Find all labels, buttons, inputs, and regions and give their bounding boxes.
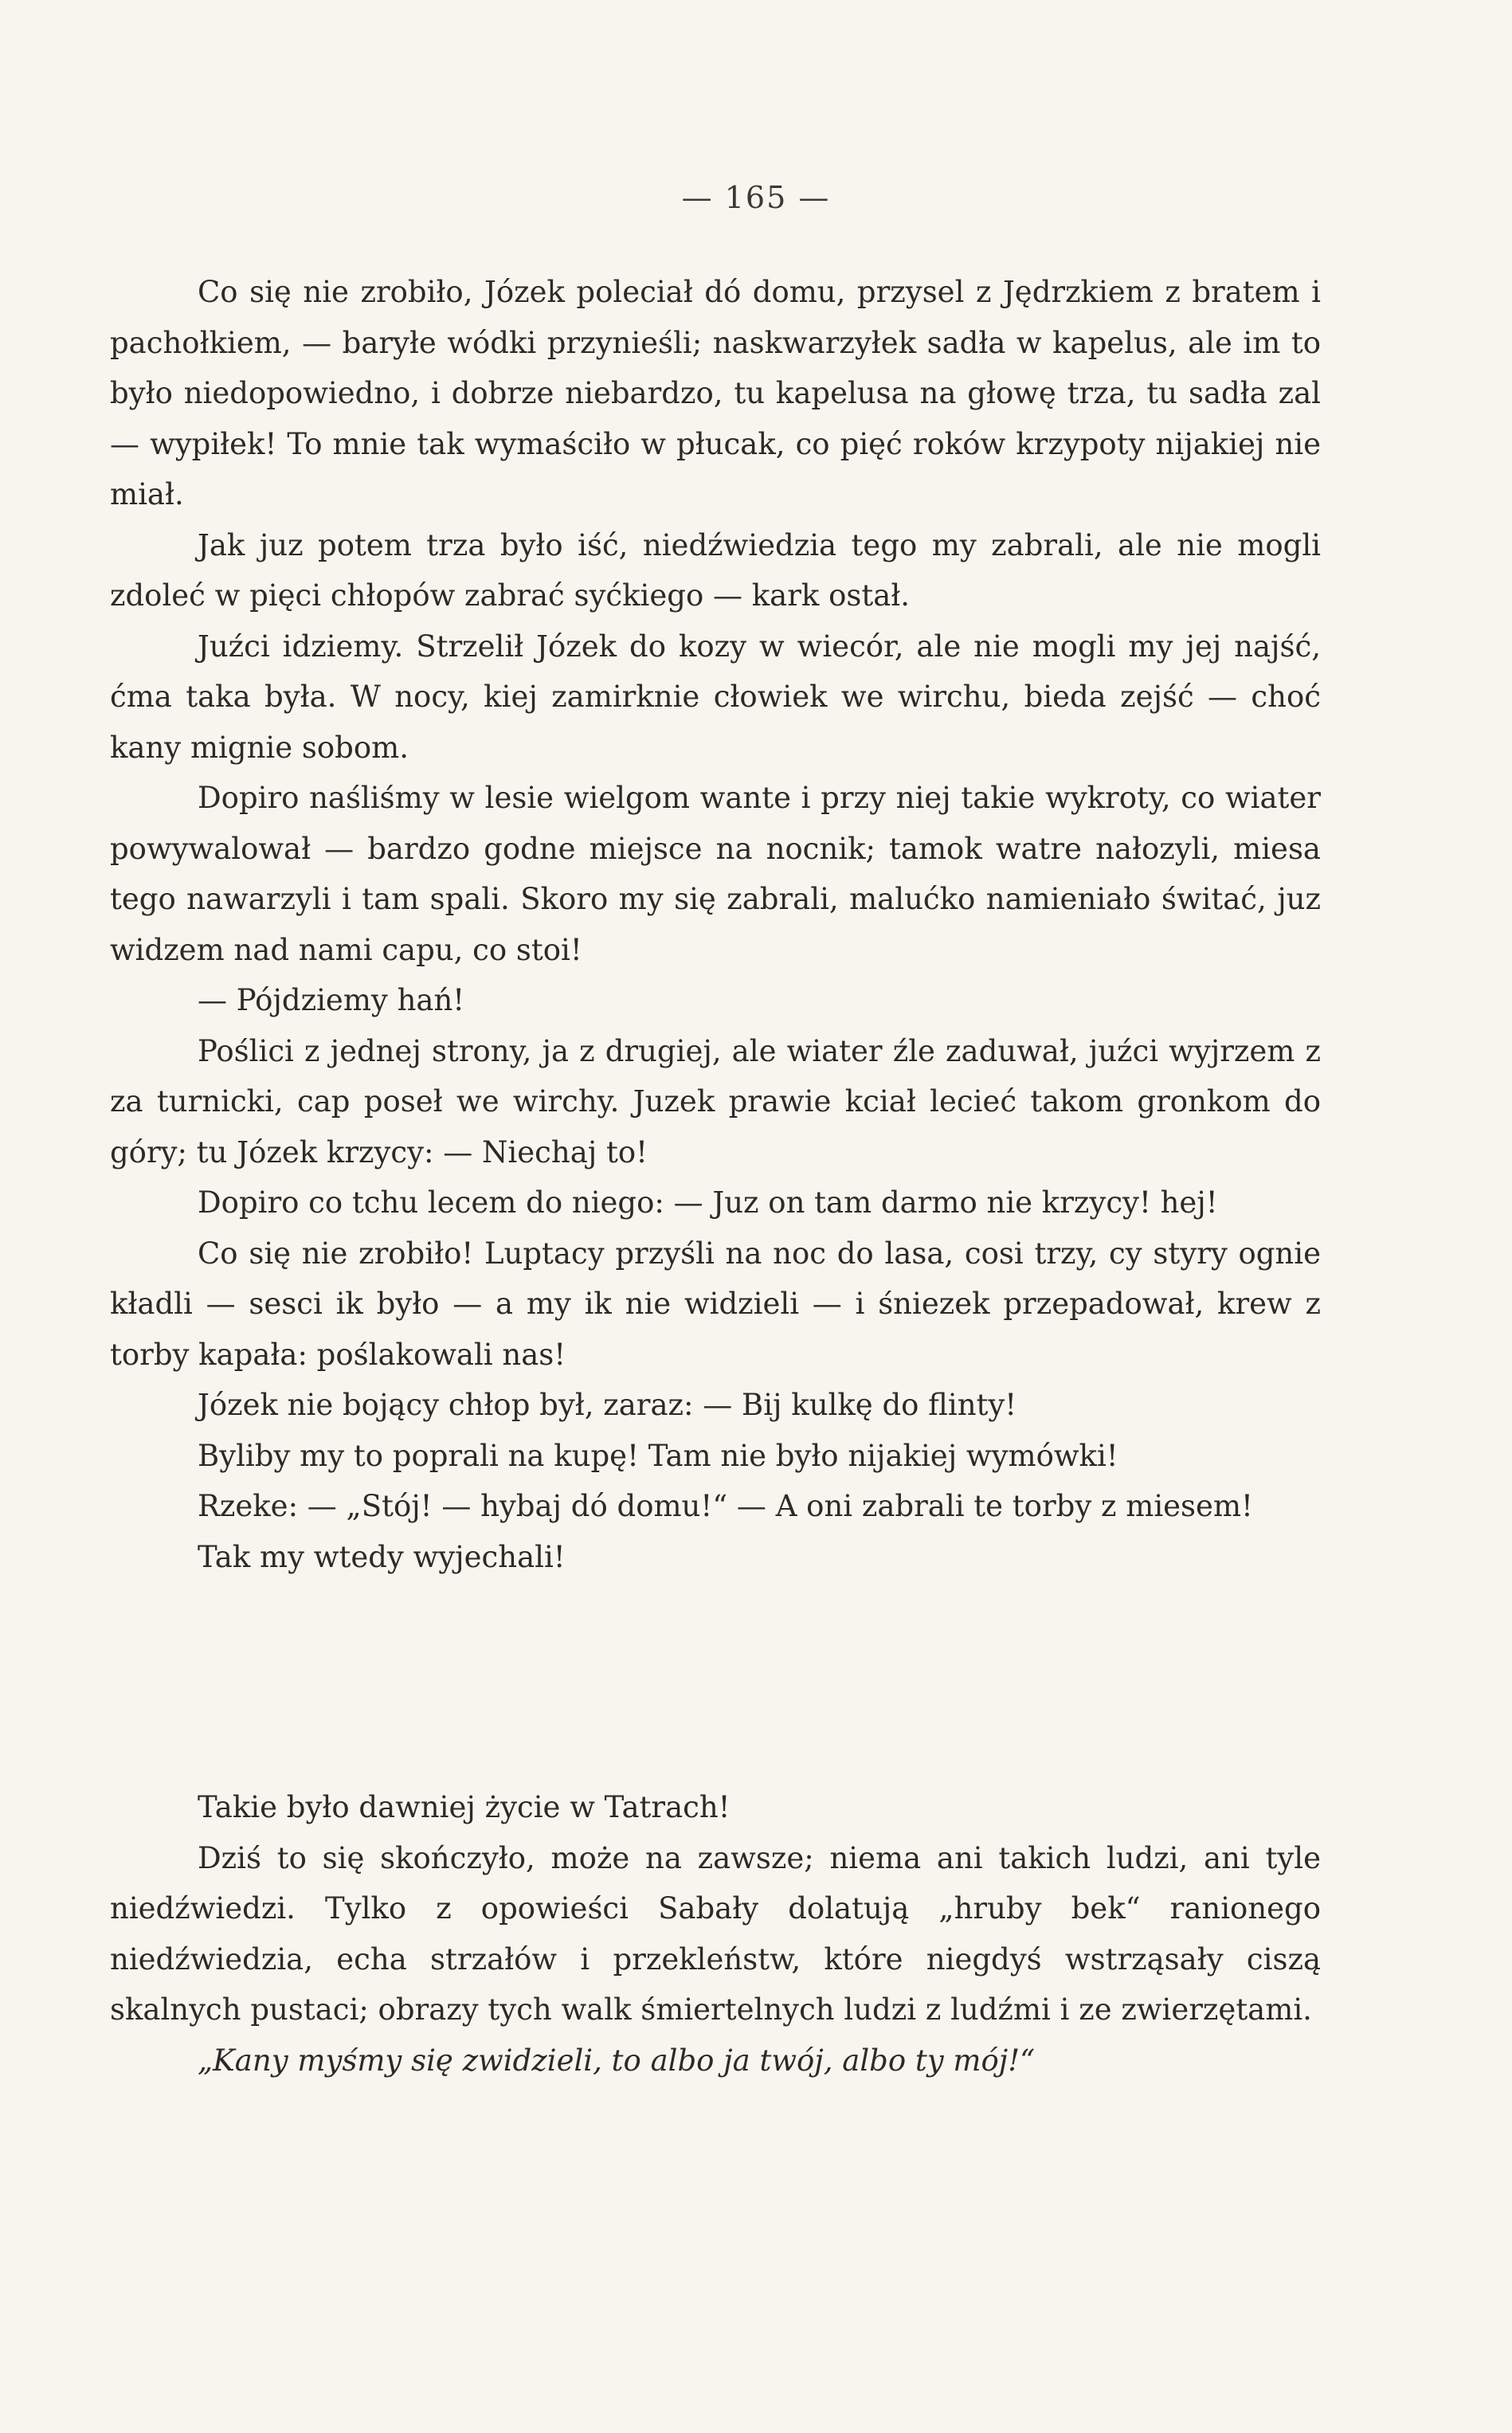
paragraph: Co się nie zrobiło, Józek poleciał dó domu, przysel z Jędrzkiem z bratem i pachołkiem, — baryłe wódki przynieśli; naskwarzyłek sadła w kapelus, ale im to było niedopowiedno, i dobrze niebardzo, tu kapelusa na głowę trza, tu sadła zal — wypiłek! To mnie tak wymaściło w płucak, co pięć roków krzypoty nijakiej nie miał. xyxy=(110,275,1321,511)
paragraph: Rzeke: — „Stój! — hybaj dó domu!“ — A oni zabrali te torby z miesem! xyxy=(198,1489,1253,1523)
paragraph: Byliby my to poprali na kupę! Tam nie było nijakiej wymówki! xyxy=(198,1438,1118,1473)
epilogue-section xyxy=(110,1782,1321,2086)
paragraph: Takie było dawniej życie w Tatrach! xyxy=(198,1790,731,1824)
paragraph: Dopiro co tchu lecem do niego: — Juz on tam darmo nie krzycy! hej! xyxy=(198,1185,1218,1220)
paragraph: Dopiro naśliśmy w lesie wielgom wante i przy niej takie wykroty, co wiater powywalował — bardzo godne miejsce na nocnik; tamok watre nałozyli, miesa tego nawarzyli i tam spali. Skoro my się zabrali, malućko namieniało świtać, juz widzem nad nami capu, co stoi! xyxy=(110,781,1321,967)
page-number: — 165 — xyxy=(681,180,831,215)
paragraph: Poślici z jednej strony, ja z drugiej, ale wiater źle zaduwał, juźci wyjrzem z za turnicki, cap poseł we wirchy. Juzek prawie kciał lecieć takom gronkom do góry; tu Józek krzycy: — Niechaj to! xyxy=(110,1033,1321,1169)
paragraph: Józek nie bojący chłop był, zaraz: — Bij kulkę do flinty! xyxy=(198,1388,1017,1422)
paragraph: — Pójdziemy hań! xyxy=(198,983,465,1017)
paragraph: Jak juz potem trza było iść, niedźwiedzia tego my zabrali, ale nie mogli zdoleć w pięci chłopów zabrać syćkiego — kark ostał. xyxy=(110,527,1321,613)
paragraph: Dziś to się skończyło, może na zawsze; niema ani takich ludzi, ani tyle niedźwiedzi. Tylko z opowieści Sabały dolatują „hruby bek“ ranionego niedźwiedzia, echa strzałów i przekleństw, które niegdyś wstrząsały ciszą skalnych pustaci; obrazy tych walk śmiertelnych ludzi z ludźmi i ze zwierzętami. xyxy=(110,1840,1321,2027)
paragraph: Juźci idziemy. Strzelił Józek do kozy w wiecór, ale nie mogli my jej najść, ćma taka była. W nocy, kiej zamirknie cłowiek we wirchu, bieda zejść — choć kany mignie sobom. xyxy=(110,629,1321,765)
story-section xyxy=(110,267,1321,1582)
closing-quote: „Kany myśmy się zwidzieli, to albo ja twój, albo ty mój!“ xyxy=(198,2043,1036,2078)
paragraph: Tak my wtedy wyjechali! xyxy=(198,1539,566,1574)
paragraph: Co się nie zrobiło! Luptacy przyśli na noc do lasa, cosi trzy, cy styry ognie kładli — sesci ik było — a my ik nie widzieli — i śniezek przepadował, krew z torby kapała: poślakowali nas! xyxy=(110,1236,1321,1372)
